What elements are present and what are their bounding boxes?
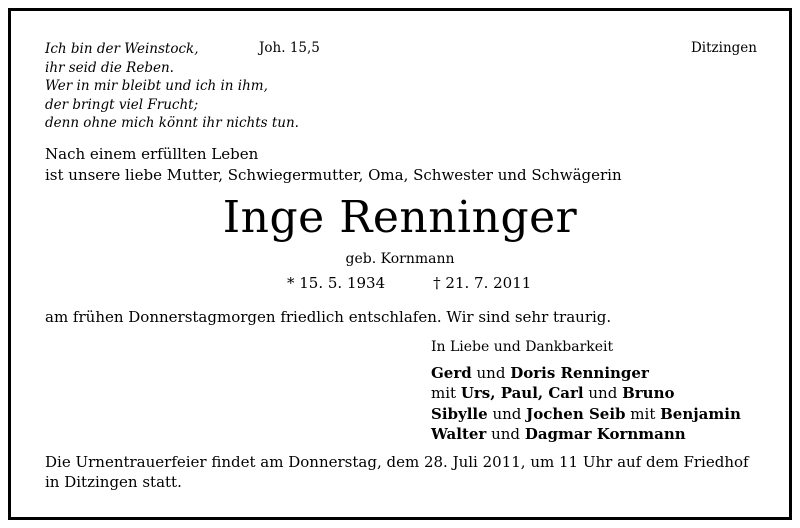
family-name: Benjamin	[660, 404, 741, 423]
family-name: Jochen Seib	[526, 404, 626, 423]
verse-line: der bringt viel Frucht;	[45, 96, 199, 113]
family-name: Doris Renninger	[510, 364, 649, 382]
statement-text: am frühen Donnerstagmorgen friedlich entschlafen. Wir sind sehr traurig.	[45, 308, 612, 326]
deceased-name: Inge Renninger	[222, 192, 578, 243]
intro-text	[45, 144, 622, 186]
intro-line: Nach einem erfüllten Leben	[45, 145, 259, 163]
birth-date: * 15. 5. 1934	[287, 274, 386, 292]
verse-line: ihr seid die Reben.	[45, 59, 174, 76]
family-line	[431, 424, 741, 444]
connector-text: mit	[625, 404, 661, 423]
funeral-line: in Ditzingen statt.	[45, 473, 182, 491]
intro-line: ist unsere liebe Mutter, Schwiegermutter, Oma, Schwester und Schwägerin	[45, 166, 622, 184]
connector-text: und	[487, 404, 527, 423]
family-line	[431, 383, 741, 403]
life-dates	[287, 274, 531, 292]
connector-text: und	[486, 424, 525, 443]
place-name: Ditzingen	[690, 40, 757, 56]
connector-text: mit	[431, 384, 461, 403]
family-name: Gerd	[431, 364, 472, 382]
family-name: Walter	[431, 424, 487, 443]
obituary-notice	[8, 8, 792, 520]
family-name: Dagmar Kornmann	[524, 424, 686, 443]
signoff-text: In Liebe und Dankbarkeit	[431, 339, 614, 355]
verse-reference: Joh. 15,5	[259, 40, 320, 56]
family-line	[431, 404, 741, 424]
funeral-info	[45, 452, 749, 492]
family-line	[431, 363, 741, 383]
family-name: Urs, Paul, Carl	[460, 384, 584, 403]
verse-line: denn ohne mich könnt ihr nichts tun.	[45, 115, 299, 132]
family-signatures	[431, 363, 741, 444]
birth-name: geb. Kornmann	[345, 251, 455, 267]
family-name: Bruno	[622, 384, 675, 403]
verse-line: Wer in mir bleibt und ich in ihm,	[45, 78, 268, 95]
connector-text: und	[471, 364, 511, 382]
death-date: † 21. 7. 2011	[433, 274, 532, 292]
verse-line: Ich bin der Weinstock,	[45, 41, 199, 57]
connector-text: und	[583, 384, 623, 403]
funeral-line: Die Urnentrauerfeier findet am Donnerstag, dem 28. Juli 2011, um 11 Uhr auf dem Friedhof	[45, 453, 749, 471]
family-name: Sibylle	[431, 404, 488, 423]
